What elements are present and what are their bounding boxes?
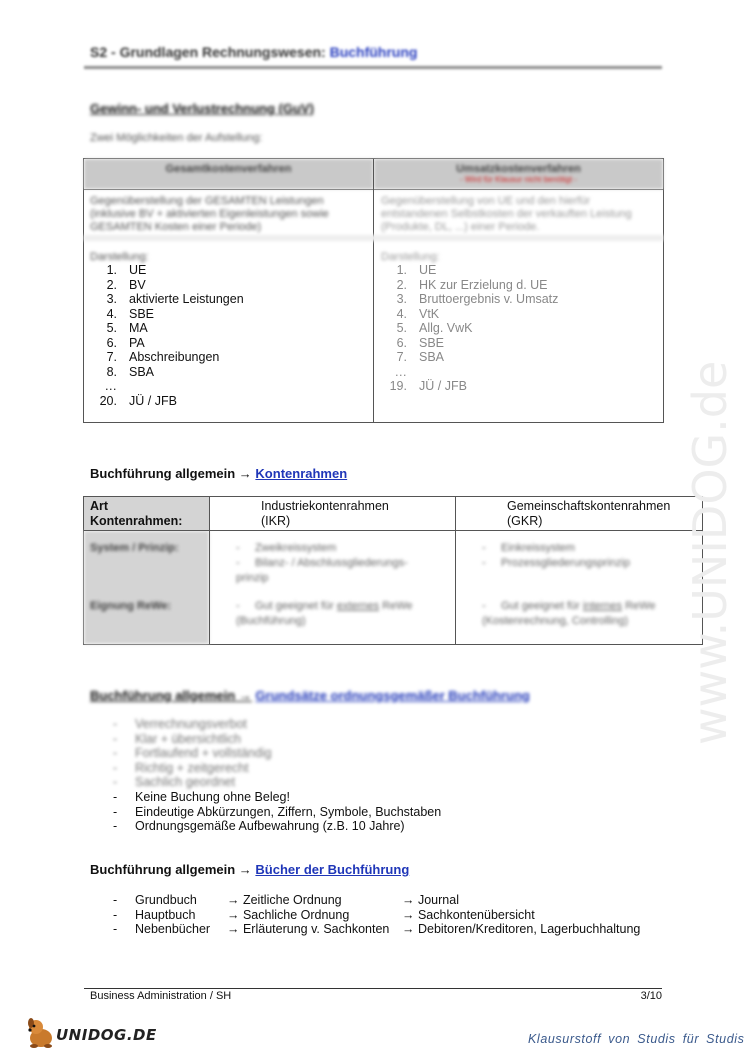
list-item: 20. JÜ / JFB [99,393,177,408]
list-item: - [113,893,118,907]
list-item: - Keine Buchung ohne Beleg! [113,790,290,804]
watermark [682,280,742,750]
guv-header-gesamtkosten: Gesamtkostenverfahren [84,159,373,189]
footer-rule [84,988,662,989]
guv-right-description: Gegenüberstellung von UE und den hierfür entstandenen Selbstkosten der verkauften Leistung (Produkte, DL, ...) einer Periode. [381,195,632,233]
header-rule [84,66,662,69]
list-item: - [113,922,118,936]
kr-row-system-ikr: - Zweikreissystem - Bilanz- / Abschlussgliederungs-prinzip [236,542,408,584]
guv-left-label: Darstellung: [90,251,149,263]
list-item: 8. SBA [106,364,155,379]
footer-left: Business Administration / SH [90,990,232,1002]
list-item: 3. aktivierte Leistungen [106,292,244,306]
list-item: 5. MA [106,321,148,335]
list-item: 7. Abschreibungen [106,350,220,364]
book-name: Hauptbuch [135,907,196,922]
buecher-title: Buchführung allgemein → Bücher der Buchführung [90,862,410,877]
book-result: → Debitoren/Kreditoren, Lagerbuchhaltung [402,922,641,936]
guv-left-list [84,263,244,408]
list-item: 1. UE [396,263,437,277]
list-item: - Verrechnungsverbot [113,717,247,731]
dog-logo-icon [24,1016,58,1053]
list-item: 4. SBE [106,306,155,321]
guv-title: Gewinn- und Verlustrechnung (GuV) [90,101,314,116]
gob-blurred-list [113,717,272,790]
list-item: 1. UE [106,263,147,277]
kr-row-system-label: System / Prinzip: [90,542,179,554]
guv-table [83,158,664,423]
list-item: … [104,379,117,393]
list-item: - Sachlich geordnet [113,775,236,789]
list-item: - Richtig + zeitgerecht [113,760,249,775]
kr-col2-header: Gemeinschaftskontenrahmen (GKR) [507,499,671,528]
list-item: 6. SBE [396,335,445,350]
book-result: → Journal [402,893,459,907]
book-order: → Zeitliche Ordnung [227,893,342,907]
kr-row-eignung-ikr: - Gut geeignet für externes ReWe (Buchführung) [236,600,413,627]
list-item: - Fortlaufend + vollständig [113,746,272,760]
book-order: → Erläuterung v. Sachkonten [227,922,390,936]
page-title-highlight: Buchführung [329,44,418,60]
tagline: Klausurstoff von Studis für Studis [528,1032,745,1046]
book-result: → Sachkontenübersicht [402,907,535,922]
list-item: 3. Bruttoergebnis v. Umsatz [396,292,559,306]
guv-header-umsatzkosten: Umsatzkostenverfahren - Wird für Klausur nicht benötigt - [374,159,663,189]
list-item: … [394,364,407,379]
book-order: → Sachliche Ordnung [227,907,350,922]
kr-row-eignung-gkr: - Gut geeignet für internes ReWe (Kostenrechnung, Controlling) [482,600,656,627]
kr-row-eignung-label: Eignung ReWe: [90,600,172,612]
logo-text: UNIDOG.DE [56,1026,157,1044]
kr-col1-header: Industriekontenrahmen (IKR) [261,499,389,528]
kontenrahmen-title: Buchführung allgemein → Kontenrahmen [90,466,348,481]
guv-right-label: Darstellung: [381,251,440,263]
list-item: - [113,907,118,922]
list-item: 19. JÜ / JFB [389,379,467,393]
kr-row-system-gkr: - Einkreissystem - Prozessgliederungsprinzip [482,542,630,569]
list-item: 7. SBA [396,350,445,364]
list-item: 5. Allg. VwK [396,321,473,335]
kontenrahmen-link[interactable]: Kontenrahmen [255,466,348,481]
list-item: 6. PA [106,335,145,350]
kr-col0-header: Art Kontenrahmen: [90,499,183,528]
gob-title: Buchführung allgemein → Grundsätze ordnungsgemäßer Buchführung [90,688,530,703]
guv-right-list [374,263,558,394]
guv-header-note: - Wird für Klausur nicht benötigt - [460,175,577,184]
gob-list [113,790,441,834]
list-item: 4. VtK [396,306,440,321]
gob-link[interactable]: Grundsätze ordnungsgemäßer Buchführung [255,688,530,703]
page-title-prefix: S2 - Grundlagen Rechnungswesen: [90,44,326,60]
book-name: Grundbuch [135,893,197,907]
kontenrahmen-table [83,496,703,645]
guv-intro: Zwei Möglichkeiten der Aufstellung: [90,132,263,144]
watermark-text: www.UNIDOG.de [683,360,737,745]
list-item: 2. HK zur Erzielung d. UE [396,277,548,292]
list-item: - Ordnungsgemäße Aufbewahrung (z.B. 10 Jahre) [113,819,405,833]
list-item: - Klar + übersichtlich [113,731,241,746]
book-name: Nebenbücher [135,922,211,936]
page-title [90,44,662,60]
page-number: 3/10 [640,990,662,1002]
guv-left-description: Gegenüberstellung der GESAMTEN Leistungen (inklusive BV + aktivierten Eigenleistungen sowie GESAMTEN Kosten einer Periode) [90,195,329,233]
buecher-link[interactable]: Bücher der Buchführung [255,862,410,877]
list-item: 2. BV [106,277,146,292]
list-item: - Eindeutige Abkürzungen, Ziffern, Symbole, Buchstaben [113,804,442,819]
